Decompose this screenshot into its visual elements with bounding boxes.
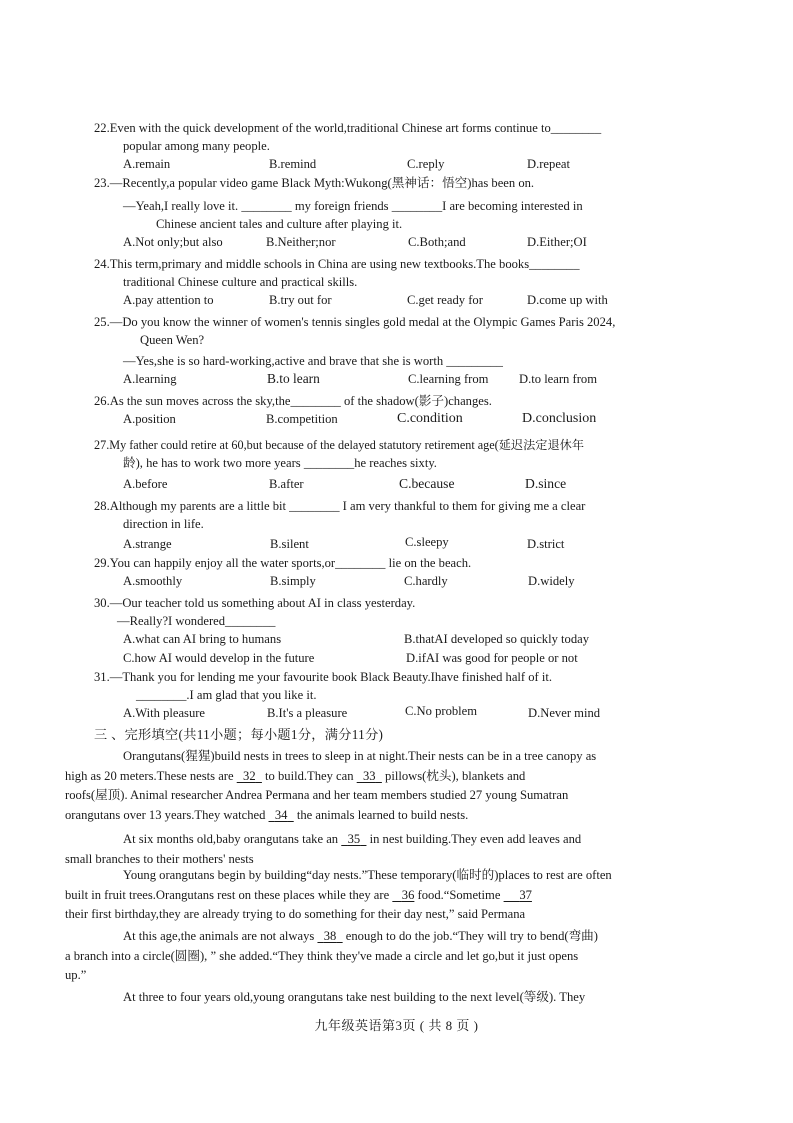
question-stem-continued: direction in life. — [123, 517, 204, 531]
option-c: C.No problem — [405, 704, 478, 718]
option-d: D.ifAI was good for people or not — [406, 651, 578, 665]
option-d: D.strict — [527, 537, 565, 551]
option-b: B.remind — [269, 157, 317, 171]
option-a: A.strange — [123, 537, 172, 551]
blank-35: 35 — [347, 832, 361, 846]
dialogue-reply: ________.I am glad that you like it. — [136, 688, 317, 702]
option-a: A.before — [123, 477, 168, 491]
option-b: B.Neither;nor — [266, 235, 336, 249]
option-c: C.learning from — [408, 372, 489, 386]
option-a: A.position — [123, 412, 176, 426]
options-row — [94, 572, 706, 591]
option-d: D.conclusion — [522, 411, 597, 426]
question-stem: 31.—Thank you for lending me your favourite book Black Beauty.Ihave finished half of it. — [94, 670, 553, 684]
option-a: A.smoothly — [123, 574, 183, 588]
dialogue-reply: —Yes,she is so hard-working,active and brave that she is worth _________ — [123, 354, 503, 368]
blank-38: 38 — [323, 929, 337, 943]
question-27 — [94, 436, 706, 494]
question-stem: 24.This term,primary and middle schools in China are using new textbooks.The books________ — [94, 257, 580, 271]
option-a: A.learning — [123, 372, 177, 386]
option-d: D.Either;OI — [527, 235, 587, 249]
question-stem: 22.Even with the quick development of the world,traditional Chinese art forms continue to________ — [94, 121, 602, 135]
option-b: B.after — [269, 477, 304, 491]
option-c: C.sleepy — [405, 535, 449, 549]
question-stem-continued: popular among many people. — [123, 139, 270, 153]
question-stem: 25.—Do you know the winner of women's tennis singles gold medal at the Olympic Games Paris 2024, — [94, 315, 616, 329]
options-row — [94, 649, 706, 668]
blank-36: 36 — [401, 887, 415, 902]
option-a: A.what can AI bring to humans — [123, 632, 282, 646]
options-row — [94, 155, 706, 174]
cloze-paragraph-4: At this age,the animals are not always 38 enough to do the job.“They will try to bend(弯曲) a branch into a circle(圆圈), ” she added.“They think they've made a circle and let go,but it just opens up.” — [65, 929, 598, 983]
cloze-paragraph-2: At six months old,baby orangutans take an 35 in nest building.They even add leaves and small branches to their mothers' nests — [65, 832, 582, 866]
option-b: B.to learn — [267, 371, 320, 386]
option-a: A.With pleasure — [123, 706, 206, 720]
blank-33: 33 — [362, 768, 376, 783]
option-b: B.thatAI developed so quickly today — [404, 632, 590, 646]
option-d: D.Never mind — [528, 706, 601, 720]
option-c: C.how AI would develop in the future — [123, 651, 315, 665]
options-row — [94, 370, 706, 389]
dialogue-reply-continued: Chinese ancient tales and culture after playing it. — [156, 217, 403, 231]
option-c: C.get ready for — [407, 293, 483, 307]
dialogue-reply: —Really?I wondered________ — [117, 614, 276, 628]
option-d: D.to learn from — [519, 372, 597, 386]
question-30 — [94, 594, 706, 668]
option-b: B.try out for — [269, 293, 332, 307]
option-c: C.reply — [407, 157, 445, 171]
option-d: D.come up with — [527, 293, 608, 307]
cloze-paragraph-5: At three to four years old,young orangutans take nest building to the next level(等级). They — [123, 990, 586, 1004]
option-d: D.repeat — [527, 157, 571, 171]
options-row — [94, 475, 706, 494]
question-stem-continued: traditional Chinese culture and practical skills. — [123, 275, 358, 289]
option-b: B.competition — [266, 412, 338, 426]
blank-34: 34 — [274, 807, 288, 822]
question-26 — [94, 392, 706, 429]
option-c: C.because — [399, 476, 455, 491]
blank-37: 37 — [519, 887, 532, 902]
question-28 — [94, 497, 706, 554]
blank-32: 32 — [243, 768, 256, 783]
option-b: B.It's a pleasure — [267, 706, 348, 720]
option-a: A.remain — [123, 157, 171, 171]
question-stem: 29.You can happily enjoy all the water sports,or________ lie on the beach. — [94, 556, 472, 570]
question-stem: 23.—Recently,a popular video game Black Myth:Wukong(黑神话：悟空)has been on. — [94, 176, 535, 190]
question-stem: 30.—Our teacher told us something about AI in class yesterday. — [94, 596, 416, 610]
option-b: B.simply — [270, 574, 316, 588]
question-24 — [94, 255, 706, 310]
question-29 — [94, 554, 706, 591]
option-a: A.pay attention to — [123, 293, 214, 307]
options-row — [94, 291, 706, 310]
cloze-paragraph-1: Orangutans(猩猩)build nests in trees to sleep in at night.Their nests can be in a tree canopy as high as 20 meters.These nests are 32 to build.They can 33 pillows(枕头), blankets and roofs(屋顶). Animal researcher Andrea Permana and her team members studied 27 young Sumatran orangutans over 13 years.They watched 34 the animals learned to build nests. — [65, 749, 597, 822]
question-23 — [94, 174, 706, 252]
option-a: A.Not only;but also — [123, 235, 223, 249]
options-row — [94, 630, 706, 649]
question-22 — [94, 119, 706, 174]
question-stem-continued: Queen Wen? — [140, 333, 205, 347]
option-b: B.silent — [270, 537, 309, 551]
section-title: 三 、完形填空(共11小题；每小题1分，满分11分) — [94, 727, 384, 742]
cloze-paragraph-3: Young orangutans begin by building“day nests.”These temporary(临时的)places to rest are often built in fruit trees.Orangutans rest on these places while they are 36 food.“Sometime 37 their first birthday,they are already trying to do something for their day nest,” said Permana — [65, 868, 612, 922]
question-31 — [94, 668, 706, 723]
question-stem: 26.As the sun moves across the sky,the________ of the shadow(影子)changes. — [94, 394, 492, 408]
option-c: C.hardly — [404, 574, 448, 588]
page-footer: 九年级英语第3页 ( 共 8 页 ) — [314, 1018, 479, 1033]
options-row — [94, 535, 706, 554]
option-d: D.since — [525, 476, 567, 491]
dialogue-reply: —Yeah,I really love it. ________ my foreign friends ________I are becoming interested in — [123, 199, 583, 213]
question-stem: 27.My father could retire at 60,but because of the delayed statutory retirement age(延迟法定退休年 — [94, 438, 585, 452]
option-d: D.widely — [528, 574, 575, 588]
options-row — [94, 233, 706, 252]
option-c: C.Both;and — [408, 235, 466, 249]
question-stem-continued: 龄), he has to work two more years ________he reaches sixty. — [123, 456, 437, 470]
question-25 — [94, 313, 706, 389]
options-row — [94, 704, 706, 723]
option-c: C.condition — [397, 411, 463, 426]
question-stem: 28.Although my parents are a little bit ________ I am very thankful to them for giving me a clear — [94, 499, 586, 513]
options-row — [94, 410, 706, 429]
